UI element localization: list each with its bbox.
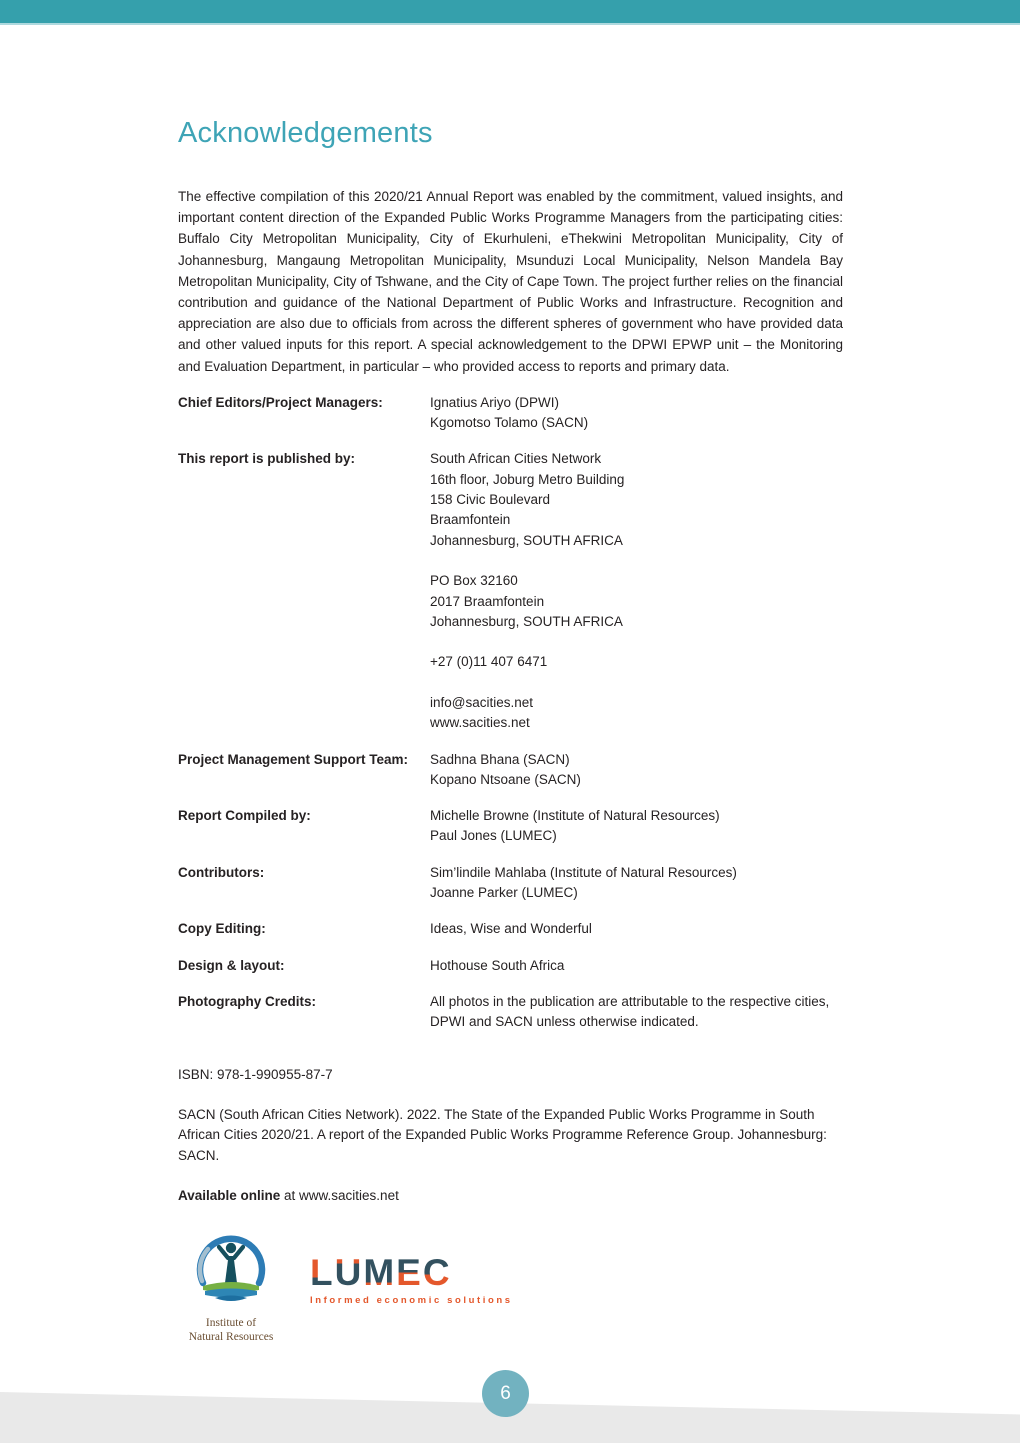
credit-value-line: All photos in the publication are attributable to the respective cities, DPWI and SACN unless otherwise indicated. [430,993,830,1030]
page-content [178,23,843,1344]
credit-row-published-by [178,449,843,733]
credit-value-line: Sim’lindile Mahlaba (Institute of Natural Resources) [430,864,737,880]
credit-row-support-team [178,750,843,791]
credit-value-line-phone: +27 (0)11 407 6471 [430,654,548,670]
credit-row-contributors [178,863,843,904]
credit-value-line: Braamfontein [430,512,511,528]
credit-row-compiled-by [178,806,843,847]
credit-value-line: PO Box 32160 [430,573,518,589]
credit-label: Contributors: [178,864,265,880]
credit-value-line: Joanne Parker (LUMEC) [430,885,578,901]
credit-value-line: Hothouse South Africa [430,957,565,973]
available-online-bold: Available online [178,1188,281,1204]
page-title: Acknowledgements [178,117,433,149]
top-accent-bar [0,0,1020,25]
credit-value-line: Johannesburg, SOUTH AFRICA [430,532,623,548]
credit-value-line: Johannesburg, SOUTH AFRICA [430,613,623,629]
credits-list [178,393,843,1033]
inr-logo-icon [186,1231,276,1309]
lumec-letter: U [334,1252,364,1294]
credit-row-photography [178,992,843,1033]
inr-logo-text [178,1316,284,1344]
lumec-letter: E [396,1252,423,1294]
credit-value-line: South African Cities Network [430,451,602,467]
lumec-logo-tagline: Informed economic solutions [310,1295,513,1307]
credit-value-line: Michelle Browne (Institute of Natural Resources) [430,808,720,824]
credit-value-spacer [430,551,843,571]
lumec-letter: M [363,1252,397,1294]
inr-logo-text-line1: Institute of [205,1316,257,1329]
lumec-letter: C [422,1252,452,1294]
credit-value-line: 158 Civic Boulevard [430,492,551,508]
available-online-text [178,1186,843,1206]
page-number: 6 [500,1382,511,1404]
citation-text: SACN (South African Cities Network). 2022. The State of the Expanded Public Works Programme in South African Cities 2020/21. A report of the Expanded Public Works Programme Reference Group. Johannesburg: SACN. [178,1106,827,1163]
lumec-letter: L [310,1252,335,1294]
credit-value-spacer [430,632,843,652]
credit-label: This report is published by: [178,451,356,467]
credit-value-line: Paul Jones (LUMEC) [430,828,557,844]
credit-row-design-layout [178,956,843,976]
intro-paragraph: The effective compilation of this 2020/21 Annual Report was enabled by the commitment, valued insights, and important content direction of the Expanded Public Works Programme Managers from the participating cities: Buffalo City Metropolitan Municipality, City of Ekurhuleni, eThekwini Metropolitan Municipality, City of Johannesburg, Mangaung Metropolitan Municipality, Msunduzi Local Municipality, Nelson Mandela Bay Metropolitan Municipality, City of Tshwane, and the City of Cape Town. The project further relies on the financial contribution and guidance of the National Department of Public Works and Infrastructure. Recognition and appreciation are also due to officials from across the different spheres of government who have provided data and other valued inputs for this report. A special acknowledgement to the DPWI EPWP unit – the Monitoring and Evaluation Department, in particular – who provided access to reports and primary data. [178,189,843,374]
credit-row-copy-editing [178,919,843,939]
credit-value-line: Ideas, Wise and Wonderful [430,921,592,937]
credit-value-line-email: info@sacities.net [430,694,534,710]
credit-label: Photography Credits: [178,993,317,1009]
available-online-rest: at www.sacities.net [280,1188,399,1204]
credit-value-spacer [430,673,843,693]
credit-label: Project Management Support Team: [178,751,409,767]
credit-value-line: Kgomotso Tolamo (SACN) [430,415,589,431]
credit-value-line: 2017 Braamfontein [430,593,545,609]
lumec-logo-wordmark [310,1254,513,1292]
credit-value-line: Kopano Ntsoane (SACN) [430,771,581,787]
credit-label: Design & layout: [178,957,285,973]
credit-row-chief-editors [178,393,843,434]
credit-value-line: Sadhna Bhana (SACN) [430,751,570,767]
credit-label: Chief Editors/Project Managers: [178,394,383,410]
credit-label: Report Compiled by: [178,808,311,824]
credit-value-line: Ignatius Ariyo (DPWI) [430,394,560,410]
credit-value-line: 16th floor, Joburg Metro Building [430,471,625,487]
isbn-text: ISBN: 978-1-990955-87-7 [178,1066,333,1082]
lumec-logo [310,1254,513,1320]
page-number-badge [482,1370,529,1417]
institute-of-natural-resources-logo [178,1231,284,1344]
inr-logo-text-line2: Natural Resources [188,1330,274,1343]
credit-label: Copy Editing: [178,921,266,937]
publisher-logos [178,1231,843,1344]
credit-value-line-website: www.sacities.net [430,715,530,731]
